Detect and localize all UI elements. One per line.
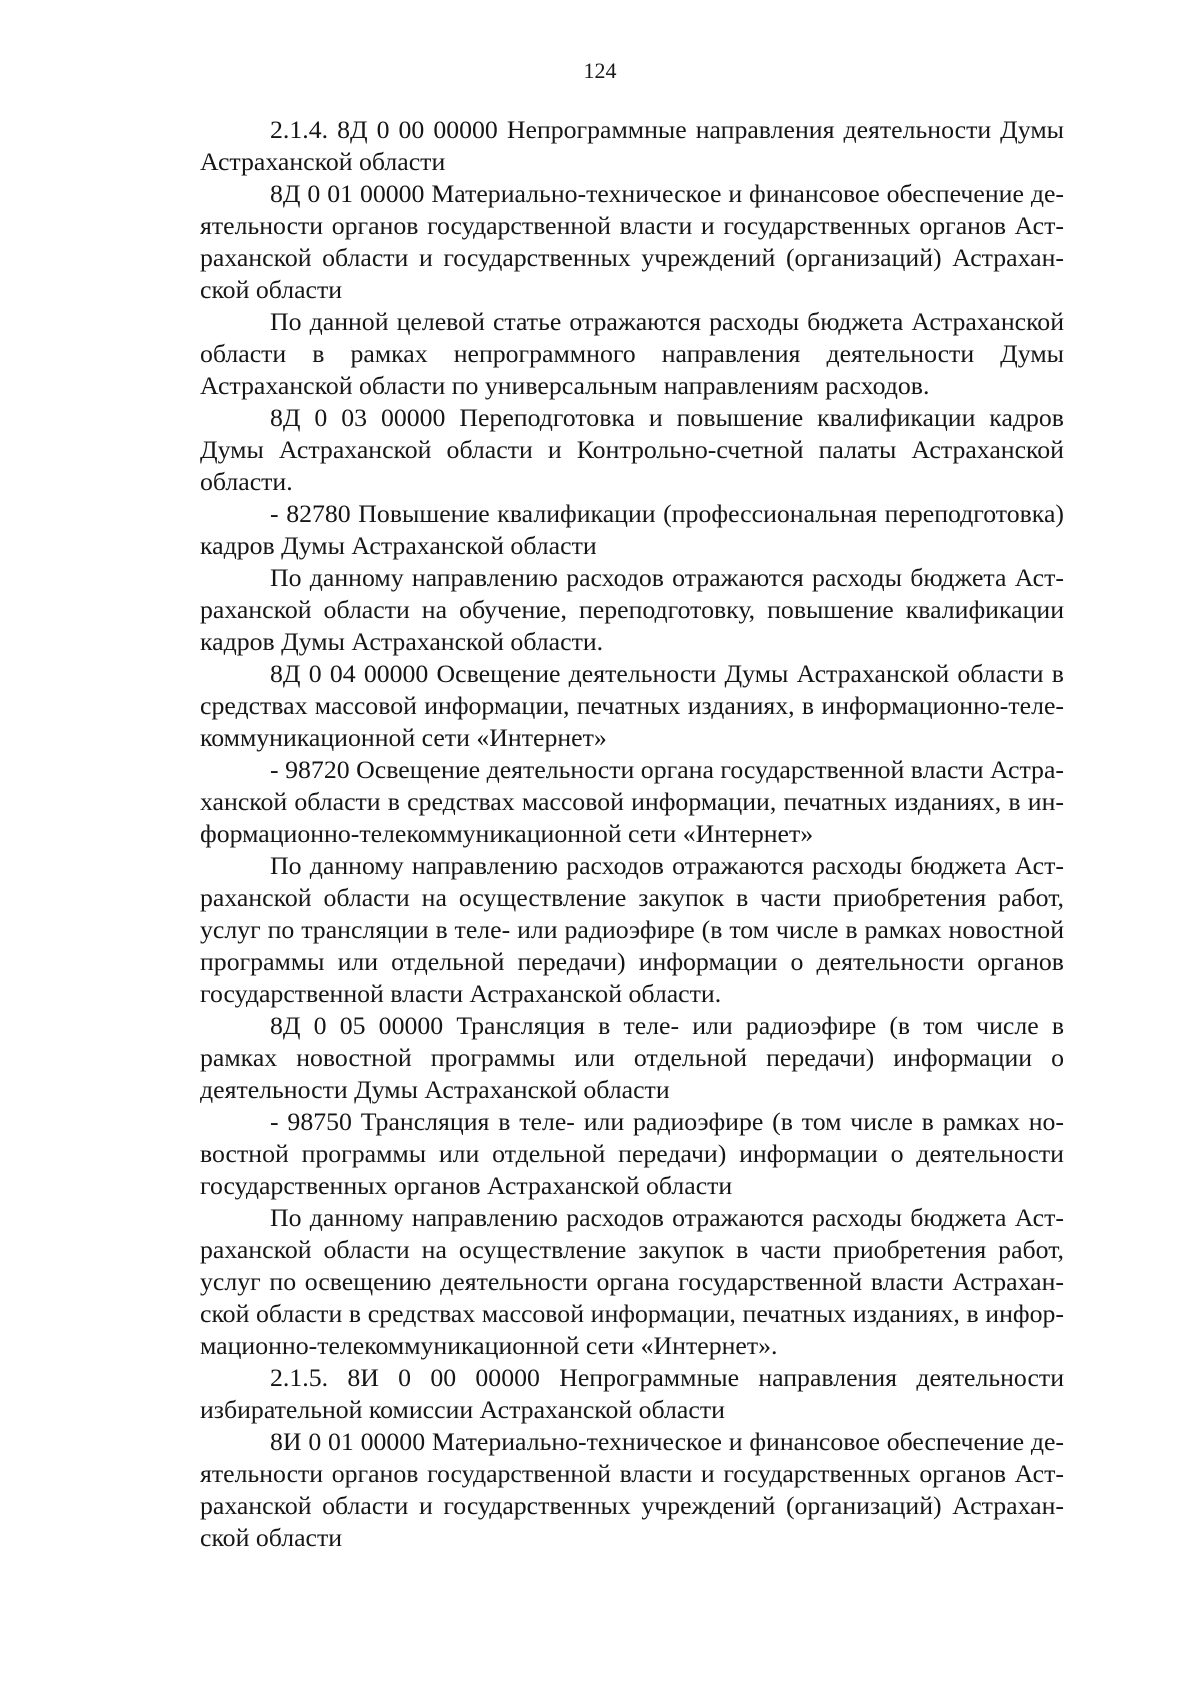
paragraph: - 98720 Освещение деятельности органа государственной власти Астраханской области в средствах массовой информации, печатных изданиях, в информационно-телекоммуникационной сети «Интернет» — [200, 755, 1064, 848]
paragraph: 8Д 0 01 00000 Материально-техническое и финансовое обеспечение деятельности органов государственной власти и государственных органов Астраханской области и государственных учреждений (организаций) Астраханской области — [200, 179, 1064, 304]
paragraph: 8Д 0 05 00000 Трансляция в теле- или радиоэфире (в том числе в рамках новостной программы или отдельной передачи) информации о деятельности Думы Астраханской области — [200, 1011, 1064, 1104]
paragraph: По данному направлению расходов отражаются расходы бюджета Астраханской области на обучение, переподготовку, повышение квалификации кадров Думы Астраханской области. — [200, 563, 1064, 656]
page-number: 124 — [583, 58, 617, 83]
paragraph: 8Д 0 03 00000 Переподготовка и повышение квалификации кадров Думы Астраханской области и Контрольно-счетной палаты Астраханской области. — [200, 403, 1064, 496]
paragraph: По данному направлению расходов отражаются расходы бюджета Астраханской области на осуществление закупок в части приобретения работ, услуг по освещению деятельности органа государственной власти Астраханской области в средствах массовой информации, печатных изданиях, в информационно-телекоммуникационной сети «Интернет». — [200, 1203, 1064, 1360]
paragraph: - 98750 Трансляция в теле- или радиоэфире (в том числе в рамках новостной программы или отдельной передачи) информации о деятельности государственных органов Астраханской области — [200, 1107, 1064, 1200]
paragraph: По данному направлению расходов отражаются расходы бюджета Астраханской области на осуществление закупок в части приобретения работ, услуг по трансляции в теле- или радиоэфире (в том числе в рамках новостной программы или отдельной передачи) информации о деятельности органов государственной власти Астраханской области. — [200, 851, 1064, 1008]
paragraph: По данной целевой статье отражаются расходы бюджета Астраханской области в рамках непрограммного направления деятельности Думы Астраханской области по универсальным направлениям расходов. — [200, 307, 1064, 400]
section-heading-2-1-5: 2.1.5. 8И 0 00 00000 Непрограммные направления деятельности избирательной комиссии Астраханской области — [200, 1363, 1064, 1424]
section-heading-2-1-4: 2.1.4. 8Д 0 00 00000 Непрограммные направления деятельности Думы Астраханской области — [200, 115, 1064, 176]
paragraph: 8Д 0 04 00000 Освещение деятельности Думы Астраханской области в средствах массовой информации, печатных изданиях, в информационно-телекоммуникационной сети «Интернет» — [200, 659, 1064, 752]
document-body — [200, 114, 1064, 1554]
paragraph: - 82780 Повышение квалификации (профессиональная переподготовка) кадров Думы Астраханской области — [200, 499, 1064, 560]
paragraph: 8И 0 01 00000 Материально-техническое и финансовое обеспечение деятельности органов государственной власти и государственных органов Астраханской области и государственных учреждений (организаций) Астраханской области — [200, 1427, 1064, 1552]
